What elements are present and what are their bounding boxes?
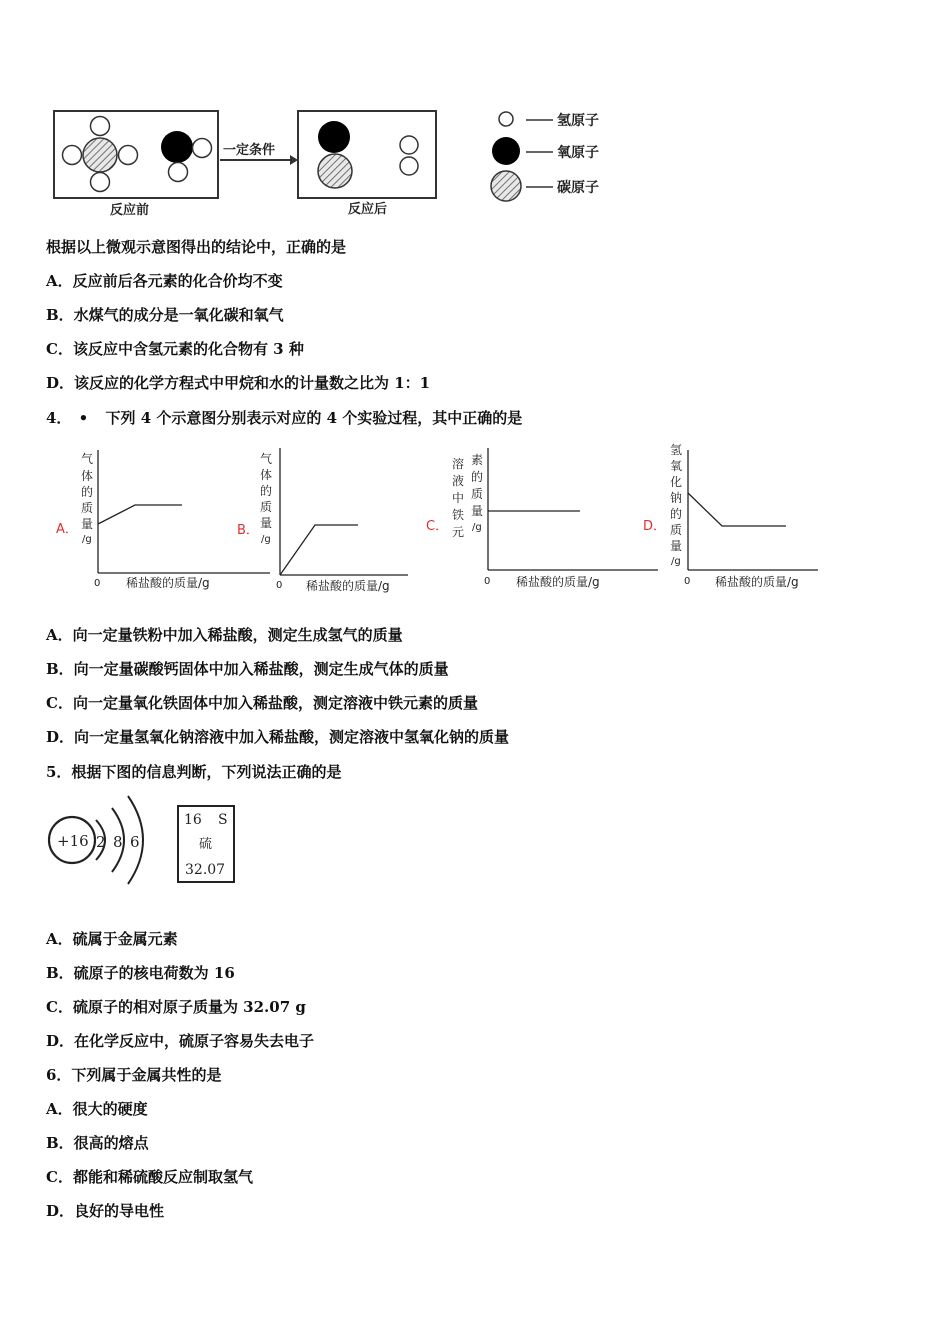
nucleus-charge: +16 (57, 832, 89, 850)
hydrogen-atom (119, 146, 138, 165)
legend-label: 氢原子 (557, 113, 599, 129)
hydrogen-atom (400, 136, 418, 154)
q4-stem: 下列 4 个示意图分别表示对应的 4 个实验过程，其中正确的是 (105, 409, 523, 427)
hydrogen-atom (91, 117, 110, 136)
element-name: 硫 (199, 837, 213, 852)
axis-label: 气 (81, 452, 94, 466)
element-symbol: S (218, 812, 228, 828)
q3-option-c[interactable]: C．该反应中含氢元素的化合物有 3 种 (46, 340, 304, 358)
axis-label: /g (82, 534, 92, 545)
arrow-label: 一定条件 (223, 143, 276, 158)
q3-option-b[interactable]: B．水煤气的成分是一氧化碳和氧气 (46, 306, 284, 324)
legend-label: 碳原子 (557, 180, 599, 196)
axis-label: 气 (260, 452, 273, 466)
carbon-atom (83, 138, 117, 172)
graph-b (237, 448, 408, 593)
q4-bullet: • (78, 409, 89, 427)
graph-letter: B． (237, 523, 259, 538)
origin-label: 0 (94, 578, 101, 589)
x-axis-label: 稀盐酸的质量/g (715, 575, 799, 589)
x-axis-label: 稀盐酸的质量/g (306, 579, 390, 593)
axis-label: 的 (260, 484, 273, 498)
origin-label: 0 (684, 576, 691, 587)
axis-label: 体 (81, 469, 94, 483)
element-card (178, 806, 234, 882)
sulfur-figure (40, 790, 250, 890)
q5-option-d[interactable]: D．在化学反应中，硫原子容易失去电子 (46, 1032, 315, 1050)
axis-label: 氧 (670, 459, 683, 473)
hydrogen-atom (193, 139, 212, 158)
axis-label: 质 (471, 487, 484, 501)
atomic-number: 16 (184, 812, 202, 828)
axis-label: 的 (471, 470, 484, 484)
hydrogen-atom (169, 163, 188, 182)
axis-label: 铁 (452, 508, 465, 522)
axis-label: 氢 (670, 443, 683, 457)
axis-label: /g (671, 556, 681, 567)
legend-hydrogen-icon (499, 112, 513, 126)
axis-label: 的 (81, 485, 94, 499)
axis-label: 的 (670, 507, 683, 521)
axis-label: 体 (260, 468, 273, 482)
oxygen-atom (318, 121, 350, 153)
q6-option-a[interactable]: A．很大的硬度 (46, 1100, 148, 1118)
q3-option-a[interactable]: A．反应前后各元素的化合价均不变 (46, 272, 283, 290)
series-line (688, 493, 786, 526)
axis-label: 质 (81, 501, 94, 515)
q4-stem-line (46, 407, 522, 428)
axis-label: 量 (471, 504, 484, 518)
q5-option-c[interactable]: C．硫原子的相对原子质量为 32.07 g (46, 998, 306, 1016)
q6-option-b[interactable]: B．很高的熔点 (46, 1134, 149, 1152)
axis-label: 量 (81, 517, 94, 531)
graph-d (643, 443, 818, 589)
graph-letter: A． (56, 522, 78, 537)
q5-option-b[interactable]: B．硫原子的核电荷数为 16 (46, 964, 235, 982)
q5-stem: 5．根据下图的信息判断，下列说法正确的是 (46, 763, 342, 781)
x-axis-label: 稀盐酸的质量/g (126, 576, 210, 590)
q3-stem: 根据以上微观示意图得出的结论中，正确的是 (46, 238, 347, 256)
series-line (280, 525, 358, 575)
graph-c (426, 448, 658, 589)
axis-label: 量 (670, 539, 683, 553)
axis-label: 量 (260, 516, 273, 530)
atom-structure-diagram (49, 796, 143, 884)
shell-electrons: 2 (96, 833, 106, 851)
hydrogen-atom (91, 173, 110, 192)
q5-option-a[interactable]: A．硫属于金属元素 (46, 930, 178, 948)
origin-label: 0 (484, 576, 491, 587)
axis-label: 质 (670, 523, 683, 537)
q4-option-a[interactable]: A．向一定量铁粉中加入稀盐酸，测定生成氢气的质量 (46, 626, 403, 644)
oxygen-atom (161, 131, 193, 163)
axis-label: 中 (452, 491, 465, 505)
shell-electrons: 6 (130, 833, 140, 851)
hydrogen-atom (400, 157, 418, 175)
graph-letter: C． (426, 519, 449, 534)
q6-option-c[interactable]: C．都能和稀硫酸反应制取氢气 (46, 1168, 253, 1186)
axis-label: 元 (452, 525, 465, 539)
q4-option-c[interactable]: C．向一定量氧化铁固体中加入稀盐酸，测定溶液中铁元素的质量 (46, 694, 478, 712)
after-label: 反应后 (348, 202, 388, 217)
axis-label: /g (472, 522, 482, 533)
axis-label: 质 (260, 500, 273, 514)
q4-option-d[interactable]: D．向一定量氢氧化钠溶液中加入稀盐酸，测定溶液中氢氧化钠的质量 (46, 728, 510, 746)
carbon-atom (318, 154, 352, 188)
legend-carbon-icon (491, 171, 521, 201)
q4-graphs (40, 438, 840, 598)
origin-label: 0 (276, 580, 283, 591)
shell-electrons: 8 (113, 833, 123, 851)
q4-number: 4． (46, 409, 72, 427)
series-line (98, 505, 182, 524)
q6-option-d[interactable]: D．良好的导电性 (46, 1202, 165, 1220)
axis-label: 素 (471, 453, 484, 467)
legend-oxygen-icon (492, 137, 520, 165)
atomic-mass: 32.07 (185, 862, 226, 878)
before-label: 反应前 (110, 203, 150, 218)
axis-label: /g (261, 534, 271, 545)
q6-stem: 6．下列属于金属共性的是 (46, 1066, 222, 1084)
graph-a (56, 450, 273, 590)
axis-label: 化 (670, 475, 683, 489)
legend-label: 氧原子 (557, 145, 599, 161)
after-box (298, 111, 436, 198)
reaction-diagram (50, 100, 630, 225)
x-axis-label: 稀盐酸的质量/g (516, 575, 600, 589)
axis-label: 溶 (452, 457, 465, 471)
axis-label: 液 (452, 474, 465, 488)
q3-option-d[interactable]: D．该反应的化学方程式中甲烷和水的计量数之比为 1：1 (46, 374, 431, 392)
hydrogen-atom (63, 146, 82, 165)
axis-label: 钠 (670, 491, 683, 505)
graph-letter: D． (643, 519, 667, 534)
q4-option-b[interactable]: B．向一定量碳酸钙固体中加入稀盐酸，测定生成气体的质量 (46, 660, 449, 678)
